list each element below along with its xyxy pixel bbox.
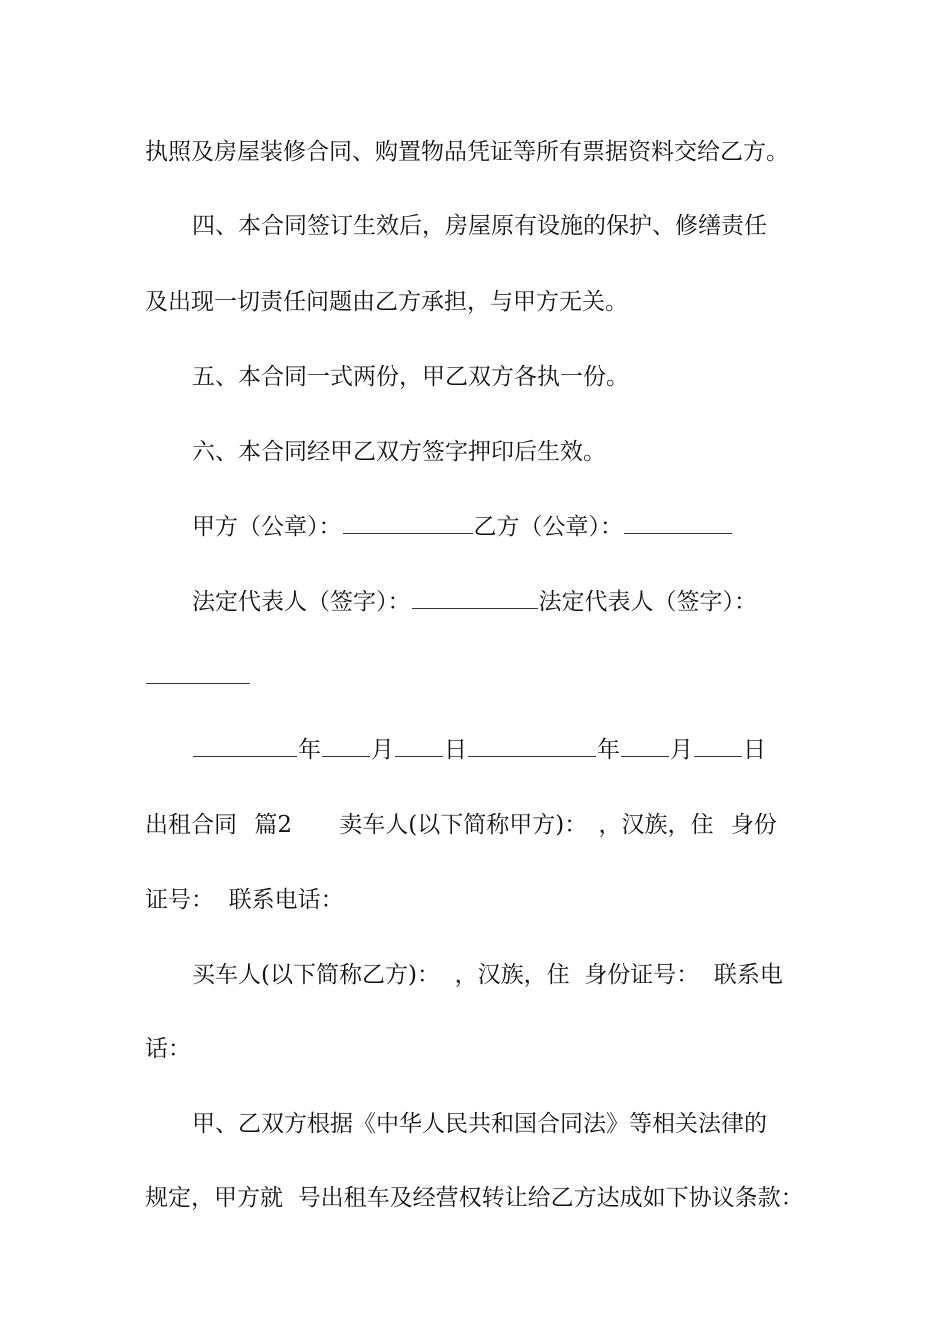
seller-id-label: 身份 xyxy=(730,812,777,838)
paragraph-line xyxy=(145,132,825,172)
section2-line1 xyxy=(145,805,825,845)
date-b-year-blank xyxy=(468,729,596,757)
date-a-year-blank xyxy=(193,729,297,757)
text-line: 执照及房屋装修合同、购置物品凭证等所有票据资料交给乙方。 xyxy=(145,139,789,165)
seller-label: 卖车人(以下简称甲方)： xyxy=(339,812,588,838)
text-line: 五、本合同一式两份，甲乙双方各执一份。 xyxy=(192,364,629,390)
rep-a-label: 法定代表人（签字）： xyxy=(192,589,411,615)
section2-number: 篇2 xyxy=(254,812,292,838)
text-line: 买车人(以下简称乙方)： ，汉族，住 身份证号： 联系电 xyxy=(192,962,783,988)
rep-a-blank xyxy=(412,581,538,609)
seal-line xyxy=(192,506,825,546)
seller-ethnic: ，汉族，住 xyxy=(598,812,714,838)
section2-line6 xyxy=(145,1178,825,1218)
section2-buyer-line xyxy=(192,955,825,995)
text-line: 话： xyxy=(145,1036,191,1062)
rep-b-blank-line xyxy=(145,656,825,696)
clause-six xyxy=(192,432,825,472)
rep-b-blank xyxy=(146,656,250,684)
clause-four-continuation xyxy=(145,282,825,322)
year-label: 年 xyxy=(597,737,620,763)
text-line: 及出现一切责任问题由乙方承担，与甲方无关。 xyxy=(145,289,628,315)
clause-four-line xyxy=(192,206,825,246)
day-label: 日 xyxy=(743,737,766,763)
representative-line xyxy=(192,581,825,621)
section2-line2 xyxy=(145,880,825,920)
text-line: 甲、乙双方根据《中华人民共和国合同法》等相关法律的 xyxy=(192,1111,767,1137)
day-label: 日 xyxy=(444,737,467,763)
rep-b-label: 法定代表人（签字）： xyxy=(538,589,757,615)
party-a-seal-blank xyxy=(343,506,473,534)
date-a-month-blank xyxy=(322,729,370,757)
section2-title: 出租合同 xyxy=(145,812,237,838)
month-label: 月 xyxy=(371,737,394,763)
party-b-seal-label: 乙方（公章）： xyxy=(473,514,623,540)
clause-five xyxy=(192,357,825,397)
section2-line5 xyxy=(192,1104,825,1144)
section2-line4 xyxy=(145,1029,825,1069)
year-label: 年 xyxy=(298,737,321,763)
text-line: 规定，甲方就 号出租车及经营权转让给乙方达成如下协议条款： xyxy=(145,1185,804,1211)
text-line: 证号： 联系电话： xyxy=(145,887,344,913)
text-line: 四、本合同签订生效后，房屋原有设施的保护、修缮责任 xyxy=(192,213,767,239)
date-line xyxy=(192,729,825,769)
party-b-seal-blank xyxy=(624,506,732,534)
date-a-day-blank xyxy=(395,729,443,757)
text-line: 六、本合同经甲乙双方签字押印后生效。 xyxy=(192,439,606,465)
month-label: 月 xyxy=(670,737,693,763)
party-a-seal-label: 甲方（公章）： xyxy=(192,514,342,540)
date-b-month-blank xyxy=(621,729,669,757)
date-b-day-blank xyxy=(694,729,742,757)
